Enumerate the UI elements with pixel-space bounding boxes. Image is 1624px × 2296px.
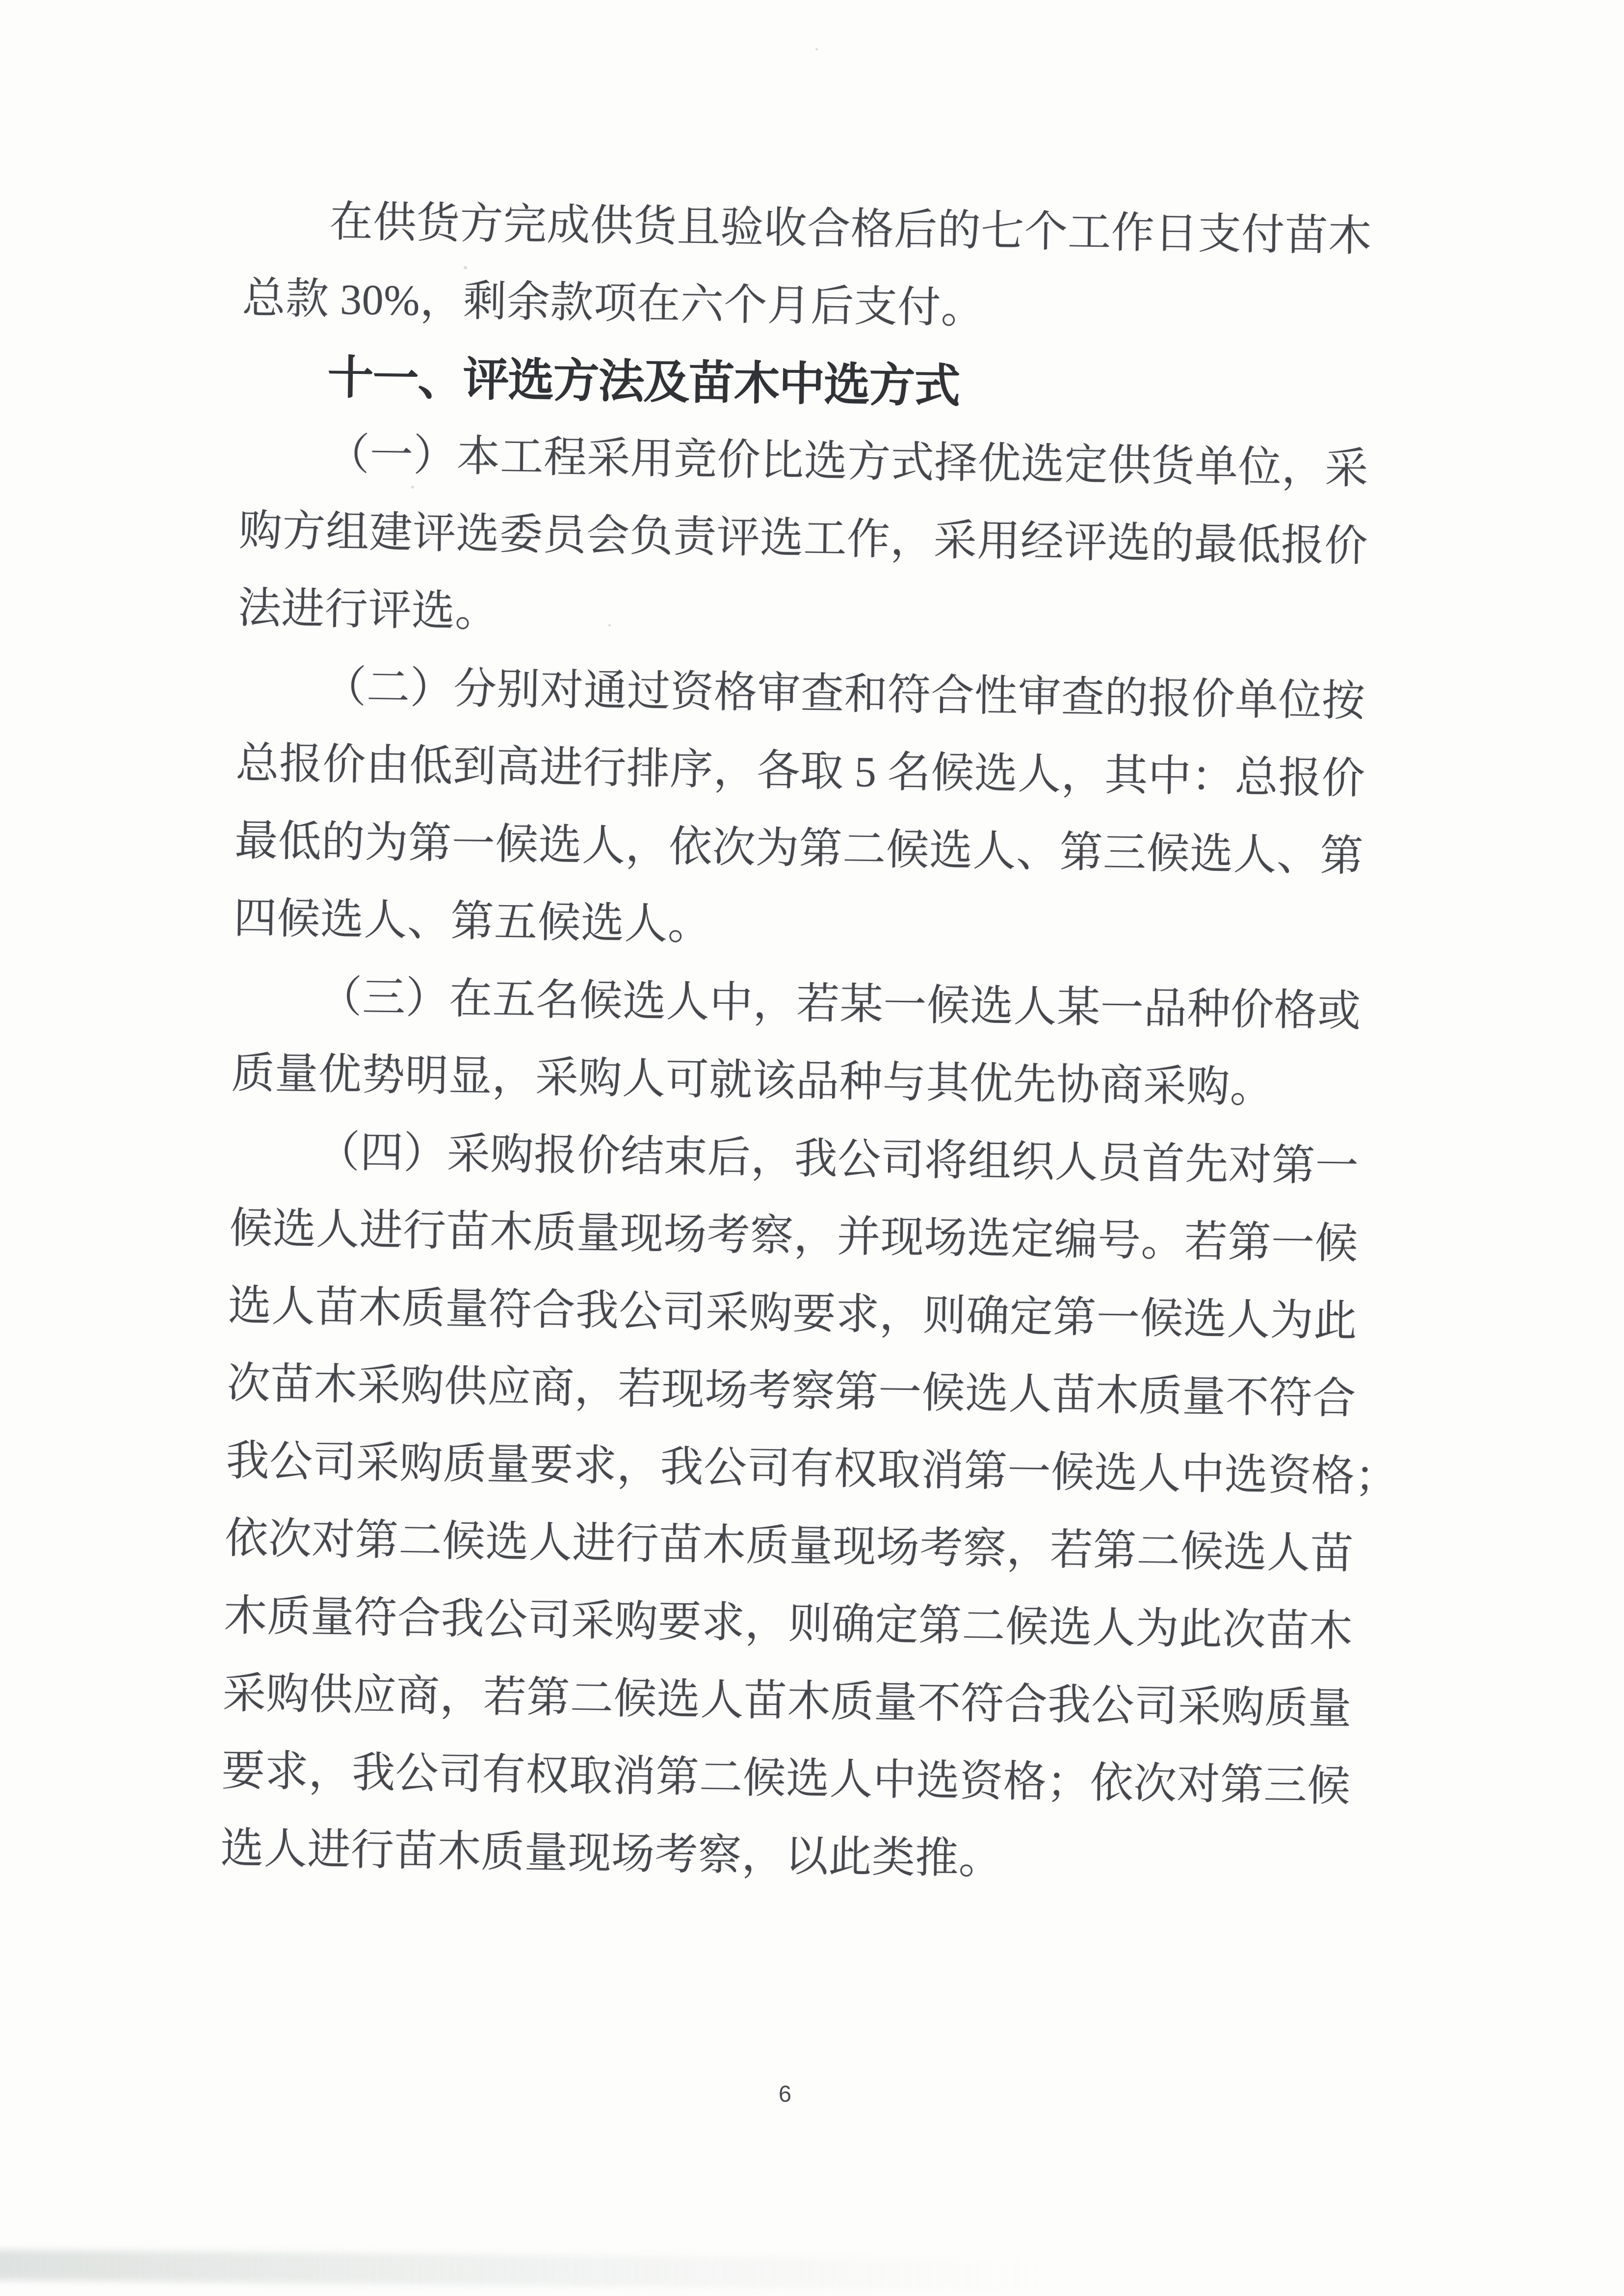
text-line: 总报价由低到高进行排序，各取 5 名候选人，其中：总报价: [235, 739, 1365, 804]
section-heading: [240, 338, 1370, 431]
paragraph: [237, 415, 1369, 663]
text-line: （二）分别对通过资格审查和符合性审查的报价单位按: [322, 663, 1366, 726]
text-line: 次苗木采购供应商，若现场考察第一候选人苗木质量不符合: [227, 1359, 1357, 1423]
scan-shadow-artifact: [0, 2249, 1099, 2292]
text-line: 四候选人、第五候选人。: [233, 894, 712, 949]
text-line: 采购供应商，若第二候选人苗木质量不符合我公司采购质量: [222, 1670, 1352, 1733]
paragraph: [233, 648, 1366, 973]
heading-line: 十一、评选方法及苗木中选方式: [327, 351, 960, 412]
scan-speck: [815, 48, 818, 51]
document-body: [220, 183, 1399, 1904]
text-line: 选人进行苗木质量现场考察，以此类推。: [220, 1825, 1003, 1883]
text-line: 要求，我公司有权取消第二候选人中选资格；依次对第三候: [221, 1747, 1351, 1811]
text-line: 购方组建评选委员会负责评选工作，采用经评选的最低报价: [238, 507, 1368, 571]
text-line: 选人苗木质量符合我公司采购要求，则确定第一候选人为此: [228, 1282, 1358, 1346]
text-line: 我公司采购质量要求，我公司有权取消第一候选人中选资格；: [225, 1437, 1399, 1502]
text-line: （三）在五名候选人中，若某一候选人某一品种价格或: [318, 973, 1362, 1036]
text-line: 依次对第二候选人进行苗木质量现场考察，若第二候选人苗: [224, 1514, 1354, 1578]
text-line: 候选人进行苗木质量现场考察，并现场选定编号。若第一候: [229, 1204, 1359, 1268]
text-line: 质量优势明显，采购人可就该品种与其优先协商采购。: [231, 1049, 1274, 1112]
text-line: 总款 30%，剩余款项在六个月后支付。: [242, 274, 985, 333]
text-line: 最低的为第一候选人，依次为第二候选人、第三候选人、第: [234, 817, 1364, 881]
scan-speck: [464, 266, 467, 269]
page-number: 6: [778, 2081, 792, 2107]
paragraph: [231, 958, 1362, 1128]
scan-speck: [411, 486, 414, 489]
scan-speck: [608, 624, 611, 626]
text-line: 在供货方完成供货且验收合格后的七个工作日支付苗木: [329, 198, 1372, 261]
text-line: （一）本工程采用竞价比选方式择优选定供货单位，采: [326, 431, 1369, 494]
paragraph: [242, 183, 1372, 353]
text-line: 木质量符合我公司采购要求，则确定第二候选人为此次苗木: [223, 1592, 1353, 1656]
text-line: 法进行评选。: [237, 584, 499, 636]
paragraph: [220, 1113, 1399, 1904]
text-line: （四）采购报价结束后，我公司将组织人员首先对第一: [316, 1128, 1359, 1191]
